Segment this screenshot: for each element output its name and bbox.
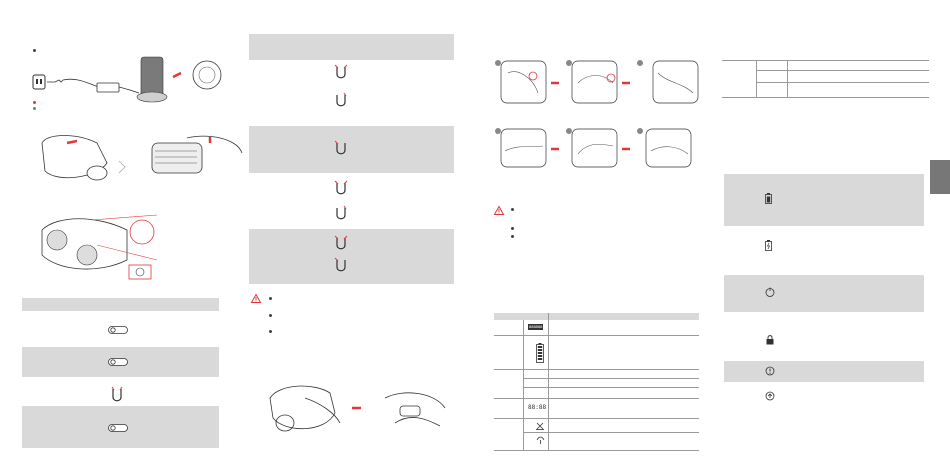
charger-icon: [193, 61, 221, 89]
lock-icon: [766, 335, 774, 345]
u-clip-icon: [335, 141, 347, 155]
battery-level-icon: [536, 343, 544, 363]
panel-band: [249, 229, 454, 284]
bullet: [33, 49, 36, 52]
power-icon: [765, 287, 775, 297]
bullet: [269, 330, 272, 333]
table-header: [494, 313, 699, 320]
wrist-strap-illustration: [265, 378, 455, 448]
u-clip-icon: [335, 206, 347, 220]
step-diagrams-row-2: [493, 126, 703, 171]
bullet: [511, 208, 514, 211]
toggle-switch-icon: [108, 424, 128, 432]
step-diagrams-row-1: [493, 58, 703, 108]
table-header-band: [22, 298, 219, 311]
alert-icon: [765, 391, 775, 401]
bullet: [511, 235, 514, 238]
bullet: [269, 297, 272, 300]
u-clip-icon: [335, 258, 347, 272]
segment-display-icon: 88:88: [528, 404, 547, 411]
bullet: [269, 314, 272, 317]
battery-charging-icon: [765, 240, 772, 251]
u-clip-icon: [335, 65, 347, 79]
charging-diagram: [27, 55, 247, 115]
device-callout-diagram: [37, 210, 197, 280]
bullet: [511, 227, 514, 230]
toggle-switch-icon: [108, 326, 128, 334]
toggle-switch-icon: [108, 358, 128, 366]
signal-icon: [536, 436, 545, 444]
u-clip-icon: [335, 93, 347, 107]
battery-full-icon: [765, 193, 772, 204]
panel-band: [249, 126, 454, 173]
status-dot-red: [33, 101, 36, 104]
warning-icon: [251, 294, 261, 303]
u-clip-icon: [335, 181, 347, 195]
section-tab[interactable]: [930, 160, 950, 194]
status-dot-green: [33, 107, 36, 110]
u-clip-icon: [335, 236, 347, 250]
segment-badge: 888888: [529, 324, 543, 329]
device-illustration-1: [37, 133, 237, 193]
power-plug-icon: [33, 75, 45, 89]
warning-icon: [494, 206, 504, 215]
adapter-icon: [97, 83, 119, 92]
battery-icon: [141, 57, 163, 97]
signal-off-icon: [536, 422, 544, 430]
status-row-band: [724, 275, 924, 312]
status-row-band: [724, 174, 924, 226]
panel-band: [249, 34, 454, 60]
status-row-band: [724, 361, 924, 382]
u-clip-icon: [111, 387, 123, 403]
info-icon: [765, 366, 775, 376]
